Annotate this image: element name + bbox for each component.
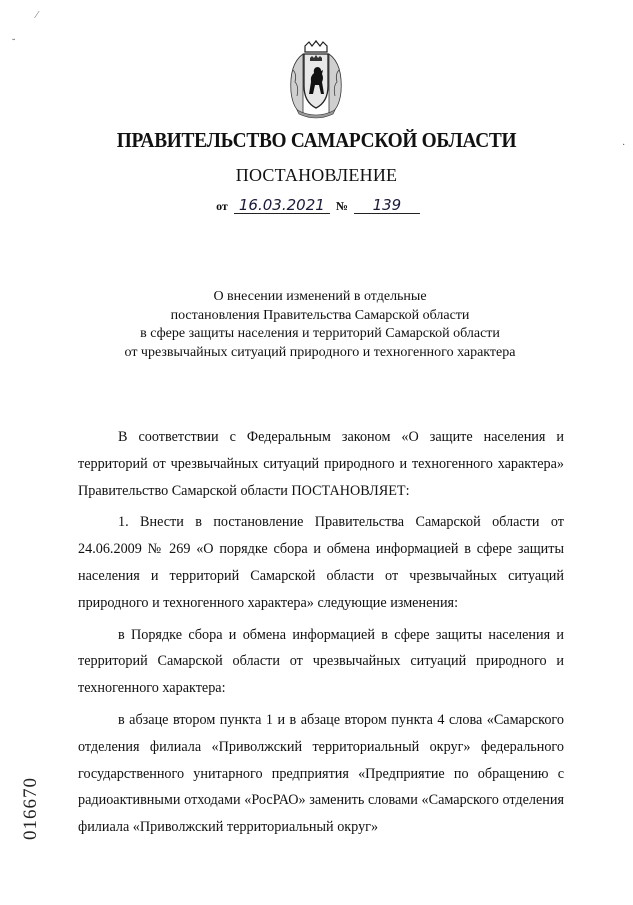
subject-line: от чрезвычайных ситуаций природного и техногенного характера [124,344,516,360]
document-meta [0,197,633,214]
body-paragraph: в Порядке сбора и обмена информацией в сфере защиты населения и территорий Самарской области от чрезвычайных ситуаций природного и техногенного характера: [78,626,564,697]
document-subject [60,288,580,362]
number-label: № [335,199,348,213]
date-label: от [216,199,228,213]
body-paragraph: В соответствии с Федеральным законом «О защите населения и территорий от чрезвычайных ситуаций природного и техногенного характера» Правительство Самарской области ПОСТАНОВЛЯЕТ: [78,429,564,499]
body-paragraph: 1. Внести в постановление Правительства Самарской области от 24.06.2009 № 269 «О порядке сбора и обмена информацией в сфере защиты населения и территорий Самарской области от чрезвычайных ситуаций природного и техногенного характера» следующие изменения: [78,514,564,611]
document-type: ПОСТАНОВЛЕНИЕ [235,165,398,185]
document-body [78,424,564,841]
scan-mark-left: ˘ [12,38,16,49]
scan-mark-top: ⁄ [36,10,38,21]
document-date: 16.03.2021 [234,197,330,214]
body-paragraph: в абзаце втором пункта 1 и в абзаце втором пункта 4 слова «Самарского отделения филиала «Приволжский территориальный округ» федерального государственного унитарного предприятия «Предприятие по обращению с радиоактивными отходами «РосРАО» заменить словами «Самарского отделения филиала «Приволжский территориальный округ» [78,711,564,836]
subject-line: О внесении изменений в отдельные [213,289,427,304]
side-serial-number: 016670 [20,777,41,840]
org-title: ПРАВИТЕЛЬСТВО САМАРСКОЙ ОБЛАСТИ [116,128,517,152]
subject-line: в сфере защиты населения и территорий Самарской области [140,326,500,341]
subject-line: постановления Правительства Самарской области [170,307,470,323]
samara-coat-of-arms-icon [283,40,349,120]
document-number: 139 [354,197,420,214]
scan-mark-right: · [622,140,626,151]
